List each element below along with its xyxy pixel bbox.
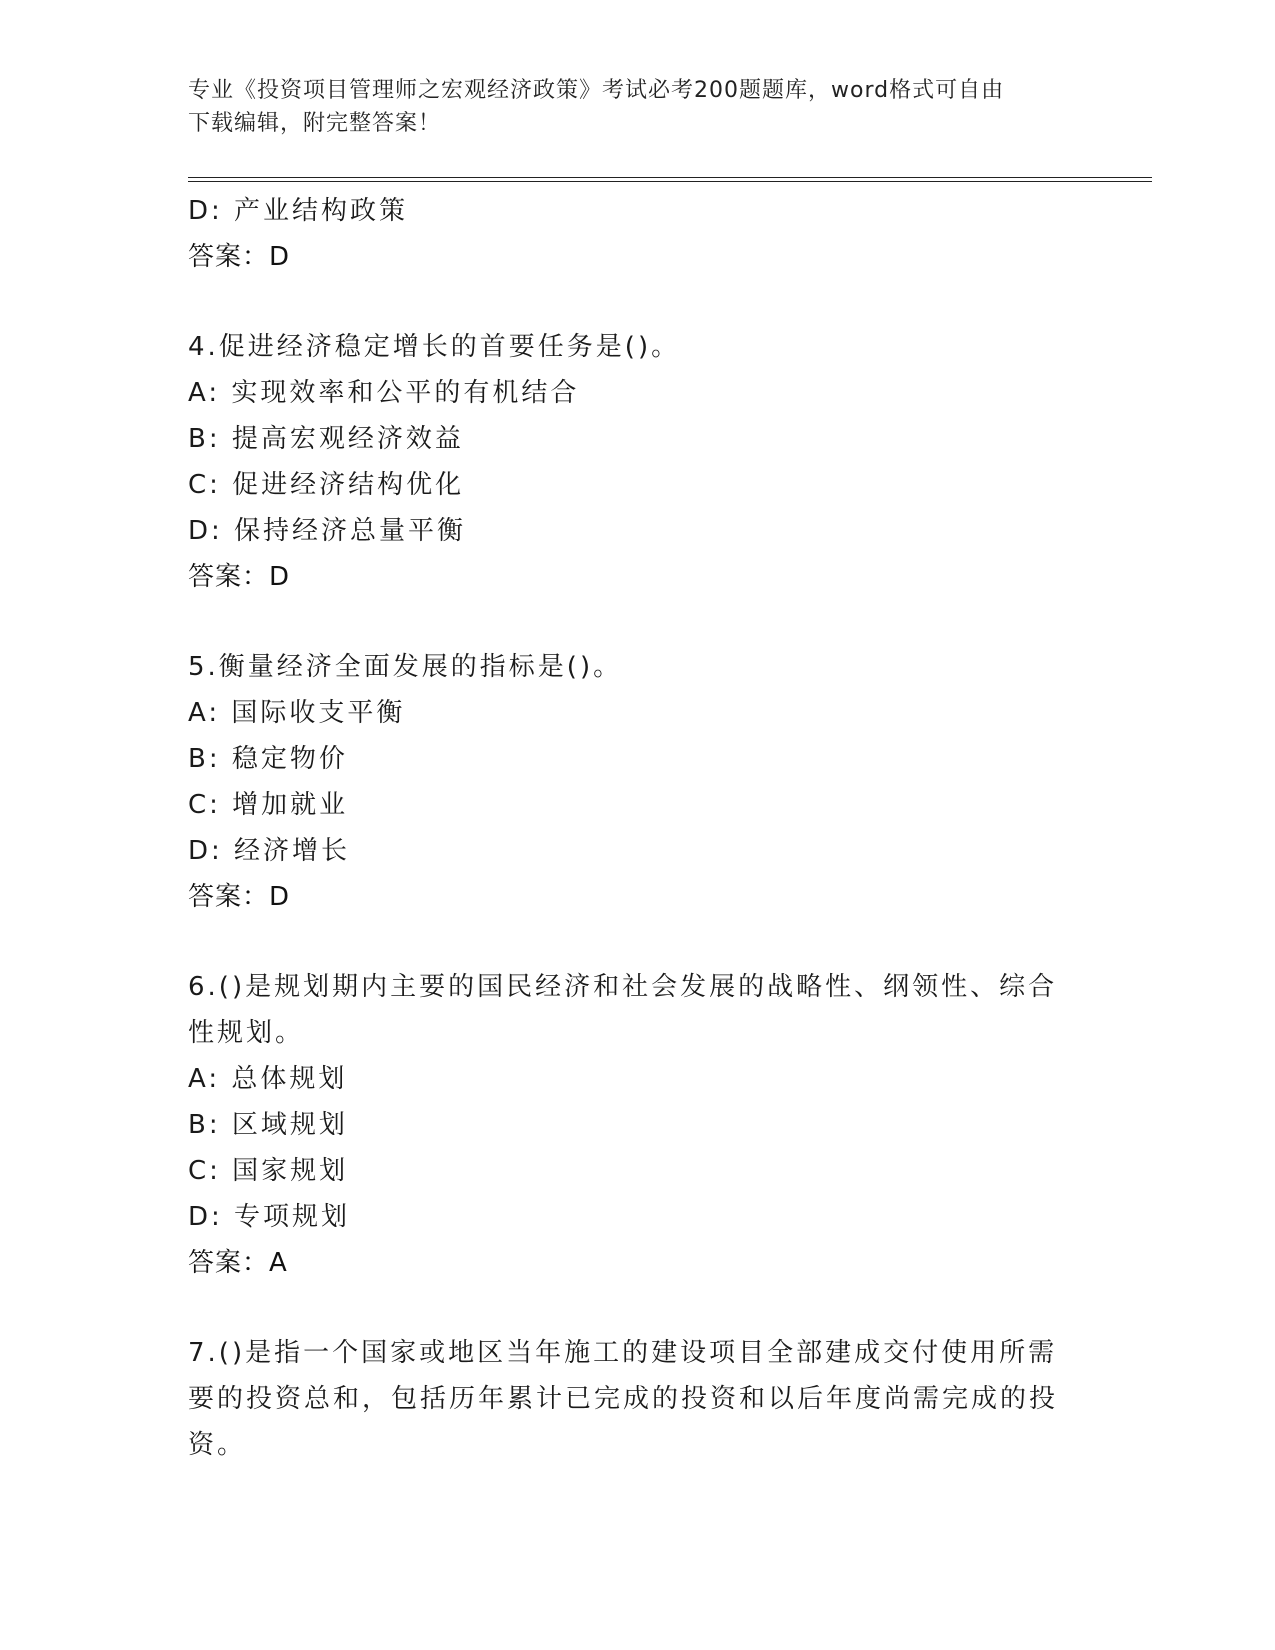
option-b: B: 提高宏观经济效益 bbox=[188, 424, 464, 454]
question-stem: 5.衡量经济全面发展的指标是()。 bbox=[188, 652, 623, 682]
question-block-5 bbox=[188, 644, 1068, 920]
question-block-4 bbox=[188, 324, 1068, 600]
option-b: B: 稳定物价 bbox=[188, 744, 348, 774]
answer-line: 答案：D bbox=[188, 242, 291, 272]
option-d: D: 产业结构政策 bbox=[188, 196, 409, 226]
option-c: C: 增加就业 bbox=[188, 790, 349, 820]
spacer bbox=[188, 280, 1068, 324]
document-header bbox=[188, 74, 1068, 140]
option-c: C: 促进经济结构优化 bbox=[188, 470, 465, 500]
option-c: C: 国家规划 bbox=[188, 1156, 349, 1186]
header-line-2: 下载编辑，附完整答案！ bbox=[188, 111, 442, 136]
header-divider-top bbox=[188, 177, 1152, 178]
answer-line: 答案：D bbox=[188, 882, 291, 912]
question-block-6 bbox=[188, 964, 1068, 1286]
option-b: B: 区域规划 bbox=[188, 1110, 348, 1140]
answer-line: 答案：A bbox=[188, 1248, 288, 1278]
option-a: A: 国际收支平衡 bbox=[188, 698, 406, 728]
question-block-3 bbox=[188, 188, 1068, 280]
header-line-1: 专业《投资项目管理师之宏观经济政策》考试必考200题题库，word格式可自由 bbox=[188, 78, 1005, 103]
option-d: D: 保持经济总量平衡 bbox=[188, 516, 467, 546]
question-stem: 4.促进经济稳定增长的首要任务是()。 bbox=[188, 332, 681, 362]
question-stem-line-1: 6.()是规划期内主要的国民经济和社会发展的战略性、纲领性、综合 bbox=[188, 972, 1058, 1002]
question-stem-line-1: 7.()是指一个国家或地区当年施工的建设项目全部建成交付使用所需 bbox=[188, 1338, 1058, 1368]
spacer bbox=[188, 1286, 1068, 1330]
option-a: A: 实现效率和公平的有机结合 bbox=[188, 378, 580, 408]
question-block-7 bbox=[188, 1330, 1068, 1468]
header-divider-bottom bbox=[188, 181, 1152, 182]
option-a: A: 总体规划 bbox=[188, 1064, 348, 1094]
question-stem-line-2: 要的投资总和，包括历年累计已完成的投资和以后年度尚需完成的投 bbox=[188, 1384, 1059, 1414]
answer-line: 答案：D bbox=[188, 562, 291, 592]
spacer bbox=[188, 920, 1068, 964]
question-stem-line-3: 资。 bbox=[188, 1430, 247, 1460]
spacer bbox=[188, 600, 1068, 644]
option-d: D: 经济增长 bbox=[188, 836, 351, 866]
question-stem-line-2: 性规划。 bbox=[188, 1018, 305, 1048]
option-d: D: 专项规划 bbox=[188, 1202, 351, 1232]
question-list bbox=[188, 188, 1068, 1468]
